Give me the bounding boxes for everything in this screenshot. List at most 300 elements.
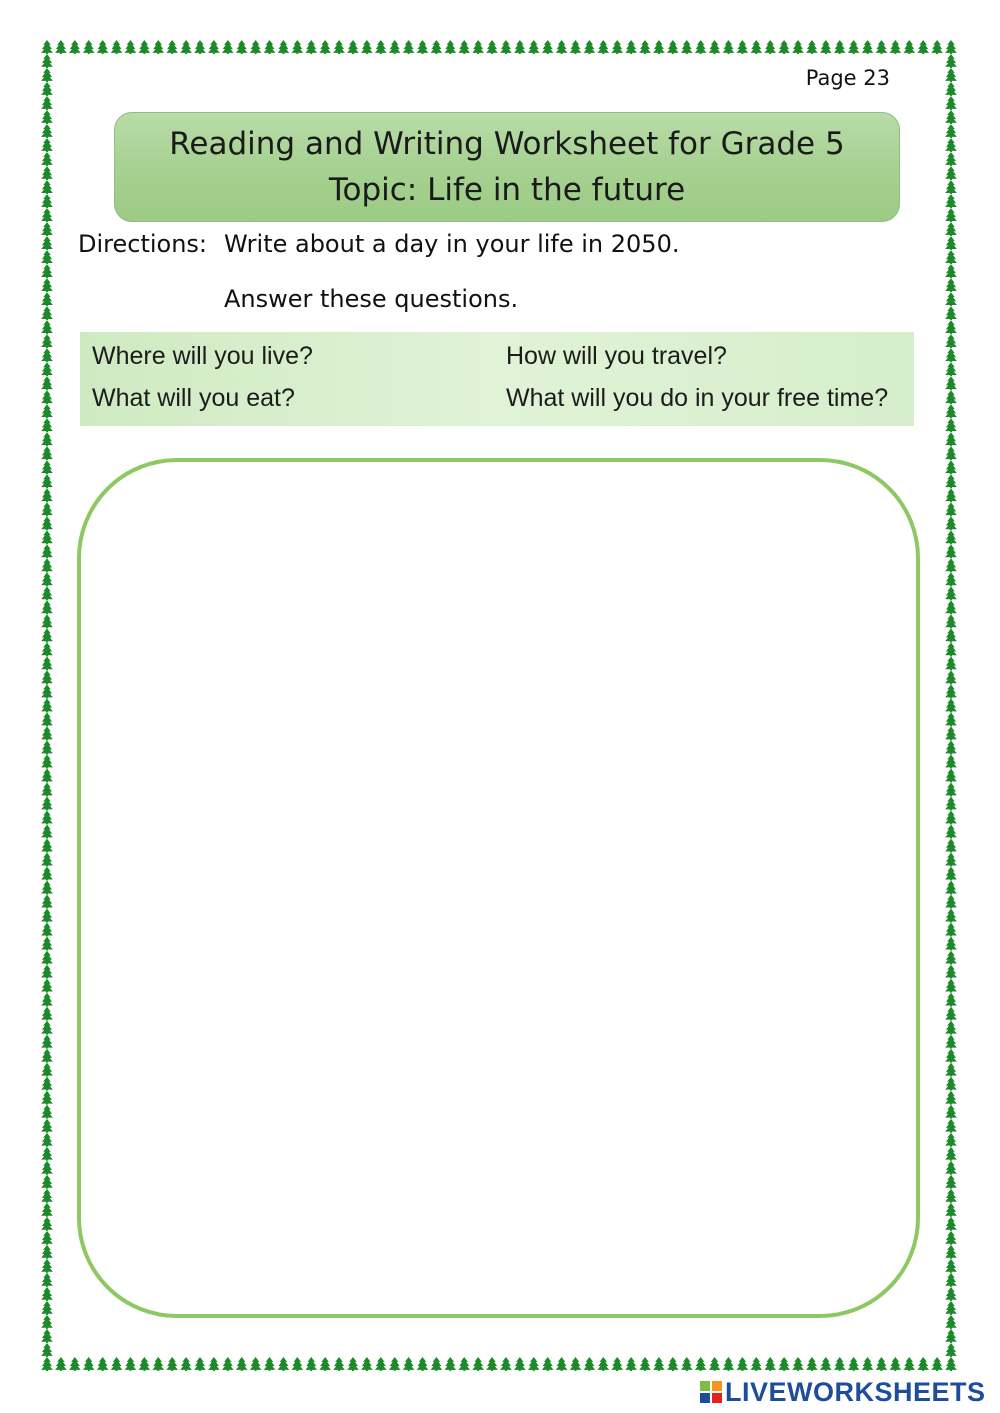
writing-answer-box[interactable] bbox=[77, 458, 920, 1318]
tree-ornament bbox=[139, 40, 151, 54]
tree-ornament bbox=[945, 390, 957, 404]
tree-ornament bbox=[41, 236, 53, 250]
tree-ornament bbox=[625, 40, 637, 54]
tree-ornament bbox=[111, 40, 123, 54]
tree-ornament bbox=[41, 152, 53, 166]
tree-ornament bbox=[41, 853, 53, 867]
tree-ornament bbox=[41, 895, 53, 909]
tree-ornament bbox=[97, 1357, 109, 1371]
tree-ornament bbox=[139, 1357, 151, 1371]
tree-ornament bbox=[945, 713, 957, 727]
tree-ornament bbox=[945, 909, 957, 923]
tree-ornament bbox=[83, 1357, 95, 1371]
tree-ornament bbox=[361, 40, 373, 54]
liveworksheets-logo-icon bbox=[700, 1381, 722, 1403]
tree-ornament bbox=[945, 1007, 957, 1021]
tree-ornament bbox=[41, 951, 53, 965]
tree-ornament bbox=[945, 881, 957, 895]
tree-ornament bbox=[514, 1357, 526, 1371]
tree-ornament bbox=[41, 783, 53, 797]
tree-ornament bbox=[305, 1357, 317, 1371]
tree-ornament bbox=[444, 1357, 456, 1371]
tree-ornament bbox=[41, 530, 53, 544]
tree-ornament bbox=[542, 40, 554, 54]
tree-ornament bbox=[41, 40, 53, 54]
tree-ornament bbox=[862, 1357, 874, 1371]
tree-ornament bbox=[945, 839, 957, 853]
tree-ornament bbox=[292, 40, 304, 54]
tree-ornament bbox=[431, 40, 443, 54]
tree-ornament bbox=[945, 264, 957, 278]
tree-ornament bbox=[41, 1147, 53, 1161]
tree-ornament bbox=[945, 278, 957, 292]
tree-ornament bbox=[931, 1357, 943, 1371]
tree-ornament bbox=[41, 362, 53, 376]
tree-ornament bbox=[41, 418, 53, 432]
tree-ornament bbox=[903, 40, 915, 54]
tree-ornament bbox=[180, 1357, 192, 1371]
tree-ornament bbox=[319, 40, 331, 54]
tree-ornament bbox=[41, 1259, 53, 1273]
tree-ornament bbox=[597, 40, 609, 54]
tree-ornament bbox=[945, 334, 957, 348]
tree-ornament bbox=[681, 40, 693, 54]
tree-ornament bbox=[945, 152, 957, 166]
tree-ornament bbox=[41, 656, 53, 670]
question-item: Where will you live? bbox=[92, 342, 313, 370]
tree-ornament bbox=[444, 40, 456, 54]
tree-ornament bbox=[486, 1357, 498, 1371]
tree-ornament bbox=[41, 825, 53, 839]
tree-ornament bbox=[778, 1357, 790, 1371]
tree-ornament bbox=[41, 965, 53, 979]
tree-ornament bbox=[945, 951, 957, 965]
tree-ornament bbox=[945, 68, 957, 82]
tree-ornament bbox=[41, 222, 53, 236]
tree-ornament bbox=[41, 446, 53, 460]
tree-ornament bbox=[41, 1021, 53, 1035]
tree-ornament bbox=[570, 40, 582, 54]
tree-ornament bbox=[945, 460, 957, 474]
tree-ornament bbox=[278, 40, 290, 54]
directions-text: Write about a day in your life in 2050. bbox=[224, 230, 680, 258]
tree-ornament bbox=[514, 40, 526, 54]
tree-ornament bbox=[667, 40, 679, 54]
tree-ornament bbox=[389, 40, 401, 54]
tree-ornament bbox=[41, 713, 53, 727]
tree-ornament bbox=[528, 40, 540, 54]
tree-ornament bbox=[305, 40, 317, 54]
tree-ornament bbox=[945, 670, 957, 684]
tree-ornament bbox=[41, 306, 53, 320]
tree-ornament bbox=[945, 82, 957, 96]
tree-ornament bbox=[945, 1091, 957, 1105]
tree-ornament bbox=[945, 684, 957, 698]
tree-ornament bbox=[945, 474, 957, 488]
tree-ornament bbox=[611, 40, 623, 54]
tree-ornament bbox=[945, 1315, 957, 1329]
tree-ornament bbox=[41, 755, 53, 769]
tree-ornament bbox=[41, 1217, 53, 1231]
tree-ornament bbox=[945, 292, 957, 306]
tree-ornament bbox=[653, 1357, 665, 1371]
tree-ornament bbox=[41, 474, 53, 488]
tree-ornament bbox=[945, 867, 957, 881]
tree-ornament bbox=[556, 40, 568, 54]
tree-ornament bbox=[97, 40, 109, 54]
tree-ornament bbox=[208, 40, 220, 54]
tree-ornament bbox=[41, 1175, 53, 1189]
tree-ornament bbox=[945, 418, 957, 432]
tree-ornament bbox=[848, 1357, 860, 1371]
tree-ornament bbox=[890, 40, 902, 54]
tree-ornament bbox=[278, 1357, 290, 1371]
tree-ornament bbox=[417, 1357, 429, 1371]
tree-ornament bbox=[166, 40, 178, 54]
tree-ornament bbox=[41, 1329, 53, 1343]
tree-ornament bbox=[152, 40, 164, 54]
tree-ornament bbox=[584, 40, 596, 54]
tree-ornament bbox=[945, 656, 957, 670]
question-item: How will you travel? bbox=[506, 342, 727, 370]
tree-ornament bbox=[55, 40, 67, 54]
tree-ornament bbox=[41, 839, 53, 853]
tree-ornament bbox=[55, 1357, 67, 1371]
tree-ornament bbox=[820, 40, 832, 54]
tree-ornament bbox=[472, 40, 484, 54]
tree-ornament bbox=[667, 1357, 679, 1371]
tree-ornament bbox=[41, 1189, 53, 1203]
tree-ornament bbox=[945, 699, 957, 713]
tree-ornament bbox=[236, 1357, 248, 1371]
tree-ornament bbox=[945, 825, 957, 839]
tree-ornament bbox=[931, 40, 943, 54]
tree-ornament bbox=[945, 208, 957, 222]
tree-ornament bbox=[778, 40, 790, 54]
tree-ornament bbox=[41, 979, 53, 993]
tree-ornament bbox=[945, 194, 957, 208]
tree-ornament bbox=[945, 40, 957, 54]
tree-ornament bbox=[945, 853, 957, 867]
tree-ornament bbox=[570, 1357, 582, 1371]
tree-ornament bbox=[945, 783, 957, 797]
tree-ornament bbox=[41, 881, 53, 895]
tree-ornament bbox=[806, 1357, 818, 1371]
tree-ornament bbox=[945, 1203, 957, 1217]
tree-ornament bbox=[903, 1357, 915, 1371]
tree-ornament bbox=[945, 1161, 957, 1175]
tree-ornament bbox=[41, 376, 53, 390]
tree-ornament bbox=[945, 96, 957, 110]
tree-ornament bbox=[500, 40, 512, 54]
tree-ornament bbox=[83, 40, 95, 54]
tree-ornament bbox=[41, 110, 53, 124]
tree-ornament bbox=[945, 1217, 957, 1231]
tree-ornament bbox=[834, 1357, 846, 1371]
tree-ornament bbox=[41, 54, 53, 68]
directions bbox=[78, 230, 679, 258]
tree-ornament bbox=[945, 1245, 957, 1259]
tree-ornament bbox=[41, 194, 53, 208]
tree-ornament bbox=[250, 40, 262, 54]
tree-ornament bbox=[41, 1245, 53, 1259]
tree-ornament bbox=[528, 1357, 540, 1371]
tree-ornament bbox=[264, 40, 276, 54]
tree-ornament bbox=[945, 348, 957, 362]
tree-ornament bbox=[431, 1357, 443, 1371]
tree-ornament bbox=[472, 1357, 484, 1371]
tree-ornament bbox=[41, 670, 53, 684]
tree-ornament bbox=[945, 1035, 957, 1049]
tree-ornament bbox=[890, 1357, 902, 1371]
tree-ornament bbox=[250, 1357, 262, 1371]
tree-ornament bbox=[945, 124, 957, 138]
tree-ornament bbox=[41, 1161, 53, 1175]
tree-ornament bbox=[945, 432, 957, 446]
tree-ornament bbox=[945, 1105, 957, 1119]
tree-ornament bbox=[41, 124, 53, 138]
tree-ornament bbox=[945, 1329, 957, 1343]
tree-ornament bbox=[41, 937, 53, 951]
tree-ornament bbox=[125, 1357, 137, 1371]
tree-ornament bbox=[41, 1077, 53, 1091]
tree-ornament bbox=[41, 614, 53, 628]
tree-ornament bbox=[166, 1357, 178, 1371]
tree-ornament bbox=[695, 1357, 707, 1371]
tree-ornament bbox=[639, 1357, 651, 1371]
tree-ornament bbox=[458, 1357, 470, 1371]
tree-ornament bbox=[945, 937, 957, 951]
tree-ornament bbox=[945, 320, 957, 334]
tree-ornament bbox=[319, 1357, 331, 1371]
tree-ornament bbox=[945, 180, 957, 194]
tree-ornament bbox=[945, 979, 957, 993]
tree-ornament bbox=[41, 488, 53, 502]
tree-ornament bbox=[945, 572, 957, 586]
tree-ornament bbox=[41, 404, 53, 418]
tree-ornament bbox=[945, 558, 957, 572]
tree-ornament bbox=[764, 1357, 776, 1371]
tree-ornament bbox=[945, 797, 957, 811]
tree-ornament bbox=[41, 867, 53, 881]
tree-ornament bbox=[750, 1357, 762, 1371]
tree-ornament bbox=[292, 1357, 304, 1371]
tree-ornament bbox=[41, 334, 53, 348]
tree-ornament bbox=[180, 40, 192, 54]
tree-ornament bbox=[41, 82, 53, 96]
brand-text: LIVEWORKSHEETS bbox=[725, 1376, 986, 1407]
tree-ornament bbox=[681, 1357, 693, 1371]
tree-ornament bbox=[945, 741, 957, 755]
tree-ornament bbox=[41, 769, 53, 783]
tree-ornament bbox=[403, 1357, 415, 1371]
tree-ornament bbox=[945, 993, 957, 1007]
tree-ornament bbox=[542, 1357, 554, 1371]
tree-ornament bbox=[347, 1357, 359, 1371]
tree-ornament bbox=[945, 516, 957, 530]
tree-ornament bbox=[41, 320, 53, 334]
tree-ornament bbox=[208, 1357, 220, 1371]
tree-ornament bbox=[41, 1273, 53, 1287]
tree-ornament bbox=[41, 628, 53, 642]
tree-ornament bbox=[945, 1049, 957, 1063]
tree-ornament bbox=[945, 488, 957, 502]
tree-ornament bbox=[945, 446, 957, 460]
tree-ornament bbox=[945, 502, 957, 516]
tree-ornament bbox=[945, 376, 957, 390]
tree-ornament bbox=[945, 1175, 957, 1189]
tree-ornament bbox=[625, 1357, 637, 1371]
tree-ornament bbox=[876, 1357, 888, 1371]
tree-ornament bbox=[41, 1301, 53, 1315]
tree-ornament bbox=[41, 1343, 53, 1357]
tree-ornament bbox=[695, 40, 707, 54]
tree-ornament bbox=[945, 895, 957, 909]
tree-ornament bbox=[945, 1357, 957, 1371]
tree-ornament bbox=[41, 278, 53, 292]
tree-ornament bbox=[125, 40, 137, 54]
tree-ornament bbox=[945, 600, 957, 614]
tree-ornament bbox=[41, 1231, 53, 1245]
tree-ornament bbox=[709, 1357, 721, 1371]
tree-ornament bbox=[945, 530, 957, 544]
tree-ornament bbox=[945, 642, 957, 656]
tree-ornament bbox=[945, 1301, 957, 1315]
tree-ornament bbox=[945, 138, 957, 152]
worksheet-topic: Topic: Life in the future bbox=[328, 172, 686, 208]
tree-ornament bbox=[945, 628, 957, 642]
tree-ornament bbox=[556, 1357, 568, 1371]
tree-ornament bbox=[945, 250, 957, 264]
tree-ornament bbox=[792, 1357, 804, 1371]
tree-ornament bbox=[945, 755, 957, 769]
tree-ornament bbox=[945, 404, 957, 418]
tree-ornament bbox=[41, 180, 53, 194]
tree-ornament bbox=[111, 1357, 123, 1371]
tree-ornament bbox=[41, 993, 53, 1007]
tree-ornament bbox=[750, 40, 762, 54]
tree-ornament bbox=[41, 600, 53, 614]
tree-ornament bbox=[41, 502, 53, 516]
tree-ornament bbox=[945, 1133, 957, 1147]
tree-ornament bbox=[945, 923, 957, 937]
tree-ornament bbox=[764, 40, 776, 54]
liveworksheets-brand bbox=[700, 1375, 986, 1409]
tree-ornament bbox=[41, 432, 53, 446]
tree-ornament bbox=[597, 1357, 609, 1371]
tree-ornament bbox=[41, 250, 53, 264]
tree-ornament bbox=[806, 40, 818, 54]
tree-ornament bbox=[709, 40, 721, 54]
tree-ornament bbox=[222, 1357, 234, 1371]
tree-ornament bbox=[653, 40, 665, 54]
tree-ornament bbox=[236, 40, 248, 54]
tree-ornament bbox=[41, 166, 53, 180]
tree-ornament bbox=[41, 572, 53, 586]
tree-ornament bbox=[945, 1231, 957, 1245]
tree-ornament bbox=[41, 1357, 53, 1371]
tree-ornament bbox=[41, 292, 53, 306]
tree-ornament bbox=[222, 40, 234, 54]
question-item: What will you do in your free time? bbox=[506, 384, 889, 412]
tree-ornament bbox=[41, 1203, 53, 1217]
tree-ornament bbox=[945, 769, 957, 783]
tree-ornament bbox=[945, 110, 957, 124]
tree-ornament bbox=[945, 1021, 957, 1035]
tree-ornament bbox=[584, 1357, 596, 1371]
tree-ornament bbox=[945, 1063, 957, 1077]
worksheet-title: Reading and Writing Worksheet for Grade 5 bbox=[169, 126, 845, 162]
tree-ornament bbox=[917, 40, 929, 54]
tree-ornament bbox=[375, 40, 387, 54]
question-strip bbox=[80, 332, 914, 426]
tree-ornament bbox=[723, 40, 735, 54]
tree-ornament bbox=[945, 965, 957, 979]
tree-ornament bbox=[333, 1357, 345, 1371]
tree-ornament bbox=[41, 1105, 53, 1119]
tree-ornament bbox=[41, 544, 53, 558]
tree-ornament bbox=[834, 40, 846, 54]
tree-ornament bbox=[41, 741, 53, 755]
directions-label: Directions: bbox=[78, 230, 208, 258]
tree-ornament bbox=[333, 40, 345, 54]
tree-ornament bbox=[876, 40, 888, 54]
page-number: Page 23 bbox=[805, 66, 890, 90]
tree-ornament bbox=[69, 1357, 81, 1371]
tree-ornament bbox=[41, 797, 53, 811]
tree-ornament bbox=[945, 1189, 957, 1203]
tree-ornament bbox=[945, 222, 957, 236]
tree-ornament bbox=[862, 40, 874, 54]
tree-ornament bbox=[152, 1357, 164, 1371]
tree-ornament bbox=[945, 1119, 957, 1133]
tree-ornament bbox=[41, 1035, 53, 1049]
tree-ornament bbox=[41, 348, 53, 362]
question-item: What will you eat? bbox=[92, 384, 295, 412]
tree-ornament bbox=[41, 1287, 53, 1301]
tree-ornament bbox=[194, 40, 206, 54]
tree-ornament bbox=[41, 1007, 53, 1021]
tree-ornament bbox=[41, 699, 53, 713]
tree-ornament bbox=[945, 544, 957, 558]
tree-ornament bbox=[945, 362, 957, 376]
tree-ornament bbox=[945, 1259, 957, 1273]
tree-ornament bbox=[41, 811, 53, 825]
tree-ornament bbox=[41, 1119, 53, 1133]
tree-ornament bbox=[945, 727, 957, 741]
tree-ornament bbox=[41, 727, 53, 741]
title-banner bbox=[114, 112, 900, 222]
tree-ornament bbox=[194, 1357, 206, 1371]
tree-ornament bbox=[945, 1273, 957, 1287]
tree-ornament bbox=[737, 1357, 749, 1371]
tree-ornament bbox=[41, 586, 53, 600]
tree-ornament bbox=[917, 1357, 929, 1371]
tree-ornament bbox=[737, 40, 749, 54]
tree-ornament bbox=[945, 1343, 957, 1357]
tree-ornament bbox=[403, 40, 415, 54]
tree-ornament bbox=[264, 1357, 276, 1371]
tree-ornament bbox=[41, 516, 53, 530]
tree-ornament bbox=[41, 909, 53, 923]
tree-ornament bbox=[945, 586, 957, 600]
tree-ornament bbox=[41, 96, 53, 110]
tree-ornament bbox=[945, 1077, 957, 1091]
tree-ornament bbox=[41, 684, 53, 698]
tree-ornament bbox=[41, 1091, 53, 1105]
tree-ornament bbox=[723, 1357, 735, 1371]
tree-ornament bbox=[458, 40, 470, 54]
